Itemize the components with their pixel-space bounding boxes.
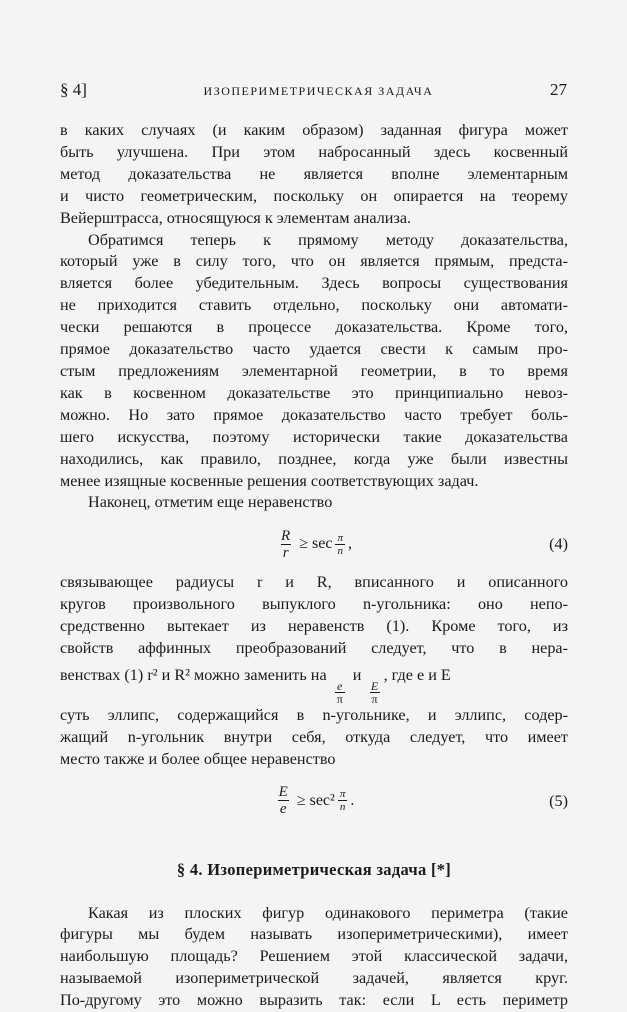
paragraph-3 [60, 492, 568, 514]
text-line-with-fractions [60, 660, 568, 705]
text-line: наибольшую площадь? Решением этой классической задачи, [60, 947, 568, 966]
fraction-pi-over-n [338, 788, 348, 813]
text-line: менее изящные косвенные решения соответствующих задач. [60, 471, 479, 490]
formula-punctuation: , [347, 535, 352, 553]
text-line: связывающее радиусы r и R, вписанного и описанного [60, 573, 568, 592]
text-line: свойств аффинных преобразований следует, что в нера- [60, 639, 568, 658]
paragraph-4 [60, 572, 568, 770]
text-line: метод доказательства не является вполне элементарным [60, 164, 568, 183]
text-line: Обратимся теперь к прямому методу доказательства, [88, 230, 568, 249]
fraction-denominator: n [339, 801, 346, 814]
text-line: прямое доказательство часто удается свести к самым про- [60, 340, 568, 359]
fraction-E-over-pi [370, 680, 380, 705]
text-line: жащий n-угольник внутри себя, откуда следует, что имеет [60, 727, 568, 746]
fraction-numerator: π [337, 531, 343, 544]
text-line: называемой изопериметрической задачей, является круг. [60, 969, 568, 988]
text-fragment: и [352, 665, 362, 684]
fraction-R-over-r [279, 528, 292, 561]
formula-5 [60, 777, 568, 825]
text-line: быть улучшена. При этом набросанный здесь косвенный [60, 142, 568, 161]
text-line: место также и более общее неравенство [60, 749, 336, 768]
fraction-pi-over-n [335, 532, 345, 557]
relation-symbol: ≥ [299, 535, 308, 553]
text-line: чески решаются в процессе доказательства. Кроме того, [60, 318, 568, 337]
text-line: суть эллипс, содержащийся в n-угольнике, и эллипс, содер- [60, 705, 568, 724]
paragraph-2 [60, 230, 568, 493]
fraction-numerator: E [278, 784, 288, 801]
text-line: По-другому это можно выразить так: если L есть периметр [60, 991, 568, 1010]
text-line: шего искусства, поэтому исторически такие доказательства [60, 427, 568, 446]
formula-punctuation: . [350, 791, 355, 809]
page-number: 27 [550, 80, 567, 99]
page-body [60, 120, 568, 1012]
text-line: стым предложениям элементарной геометрии, в то время [60, 361, 568, 380]
paragraph-5 [60, 903, 568, 1012]
text-line: Вейерштрасса, относящуюся к элементам анализа. [60, 208, 412, 227]
text-line: вляется более убедительным. Здесь вопросы существования [60, 274, 568, 293]
text-line: кругов произвольного выпуклого n-угольника: оно непо- [60, 595, 568, 614]
fraction-E-over-e [277, 784, 290, 817]
fraction-denominator: π [336, 691, 343, 706]
text-line: который уже в силу того, что он является прямым, предста- [60, 252, 568, 271]
text-line: фигуры мы будем называть изопериметрическими), имеет [60, 925, 568, 944]
fraction-denominator: π [371, 691, 378, 706]
text-line: в каких случаях (и каким образом) заданная фигура может [60, 121, 568, 139]
fraction-numerator: R [281, 527, 291, 544]
text-line: Какая из плоских фигур одинакового периметра (такие [88, 903, 568, 922]
function-name: sec [312, 535, 333, 553]
section-heading: § 4. Изопериметрическая задача [*] [176, 859, 452, 879]
header-title: ИЗОПЕРИМЕТРИЧЕСКАЯ ЗАДАЧА [203, 84, 434, 98]
fraction-numerator: E [370, 678, 379, 693]
text-line: не приходится ставить отдельно, поскольку они автомати- [60, 296, 568, 315]
paragraph-1 [60, 120, 568, 230]
fraction-e-over-pi [335, 680, 345, 705]
text-fragment: венствах (1) r² и R² можно заменить на [60, 665, 327, 684]
text-line: средственно вытекает из неравенств (1). Кроме того, из [60, 617, 568, 636]
running-header [60, 80, 567, 100]
formula-4 [60, 520, 568, 568]
fraction-denominator: n [337, 544, 343, 557]
text-line: находились, как правило, позднее, когда уже были известны [60, 449, 568, 468]
text-line: можно. Но зато прямое доказательство часто требует боль- [60, 405, 568, 424]
equation-number: (4) [549, 535, 568, 554]
fraction-denominator: r [282, 544, 289, 561]
relation-symbol: ≥ [296, 791, 306, 809]
text-line: Наконец, отметим еще неравенство [88, 493, 333, 512]
text-line: как в косвенном доказательстве это принципиально невоз- [60, 383, 568, 402]
function-name: sec² [309, 791, 335, 809]
text-line: и чисто геометрическим, поскольку он опирается на теорему [60, 186, 568, 205]
fraction-numerator: π [339, 788, 346, 801]
fraction-numerator: e [337, 678, 343, 693]
equation-number: (5) [549, 791, 568, 810]
text-fragment: , где e и E [383, 665, 451, 684]
header-section: § 4] [60, 80, 87, 99]
fraction-denominator: e [279, 801, 287, 818]
